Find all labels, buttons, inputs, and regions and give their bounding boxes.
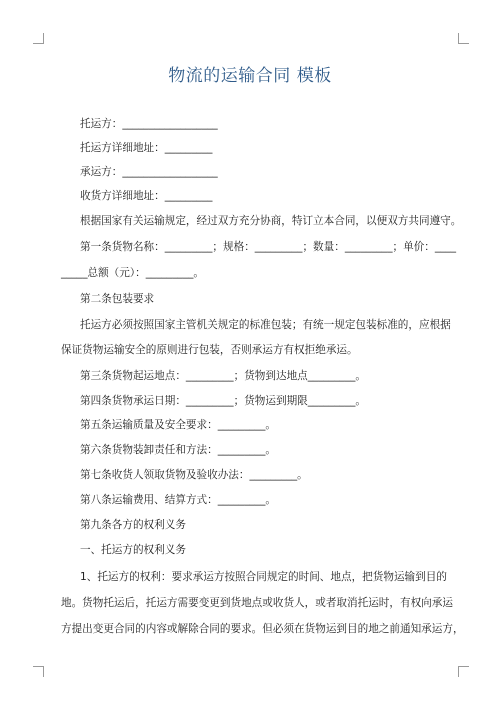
- shipper-field: 托运方：__________________: [80, 118, 218, 130]
- shipper-rights-line-2: 地。货物托运后，托运方需要变更到货地点或收货人，或者取消托运时，有权向承运: [61, 597, 453, 609]
- carrier-field: 承运方：__________________: [80, 166, 218, 178]
- shipper-rights-line-1: 1、托运方的权利：要求承运方按照合同规定的时间、地点，把货物运输到目的: [80, 571, 447, 583]
- corner-mark-bottom-right: [458, 666, 469, 677]
- corner-mark-top-right: [458, 33, 469, 44]
- article-2-heading: 第二条包装要求: [80, 293, 155, 305]
- article-2-paragraph-line-2: 保证货物运输安全的原则进行包装，否则承运方有权拒绝承运。: [61, 344, 358, 356]
- article-1-line: 第一条货物名称：_________；规格：_________；数量：_________；单价：____: [80, 241, 457, 253]
- corner-mark-top-left: [33, 33, 44, 44]
- article-3-line: 第三条货物起运地点：_________；货物到达地点_________。: [80, 370, 367, 382]
- shipper-address-field: 托运方详细地址：_________: [80, 142, 213, 154]
- shipper-rights-line-3: 方提出变更合同的内容或解除合同的要求。但必须在货物运到目的地之前通知承运方，: [61, 623, 464, 635]
- preamble-paragraph: 根据国家有关运输规定，经过双方充分协商，特订立本合同，以便双方共同遵守。: [80, 215, 462, 227]
- article-5-line: 第五条运输质量及安全要求：_________。: [80, 419, 276, 431]
- article-2-paragraph-line-1: 托运方必须按照国家主管机关规定的标准包装；有统一规定包装标准的，应根据: [80, 319, 451, 331]
- article-1-total-line: _____总额（元）：_________。: [61, 267, 205, 279]
- section-1-heading: 一、托运方的权利义务: [80, 544, 186, 556]
- corner-mark-bottom-left: [33, 666, 44, 677]
- article-7-line: 第七条收货人领取货物及验收办法：_________。: [80, 469, 308, 481]
- article-6-line: 第六条货物装卸责任和方法：_________。: [80, 444, 276, 456]
- article-8-line: 第八条运输费用、结算方式：_________。: [80, 494, 276, 506]
- consignee-address-field: 收货方详细地址：_________: [80, 190, 213, 202]
- article-9-heading: 第九条各方的权利义务: [80, 519, 186, 531]
- article-4-line: 第四条货物承运日期：_________；货物运到期限_________。: [80, 395, 367, 407]
- document-title: 物流的运输合同 模板: [168, 66, 332, 86]
